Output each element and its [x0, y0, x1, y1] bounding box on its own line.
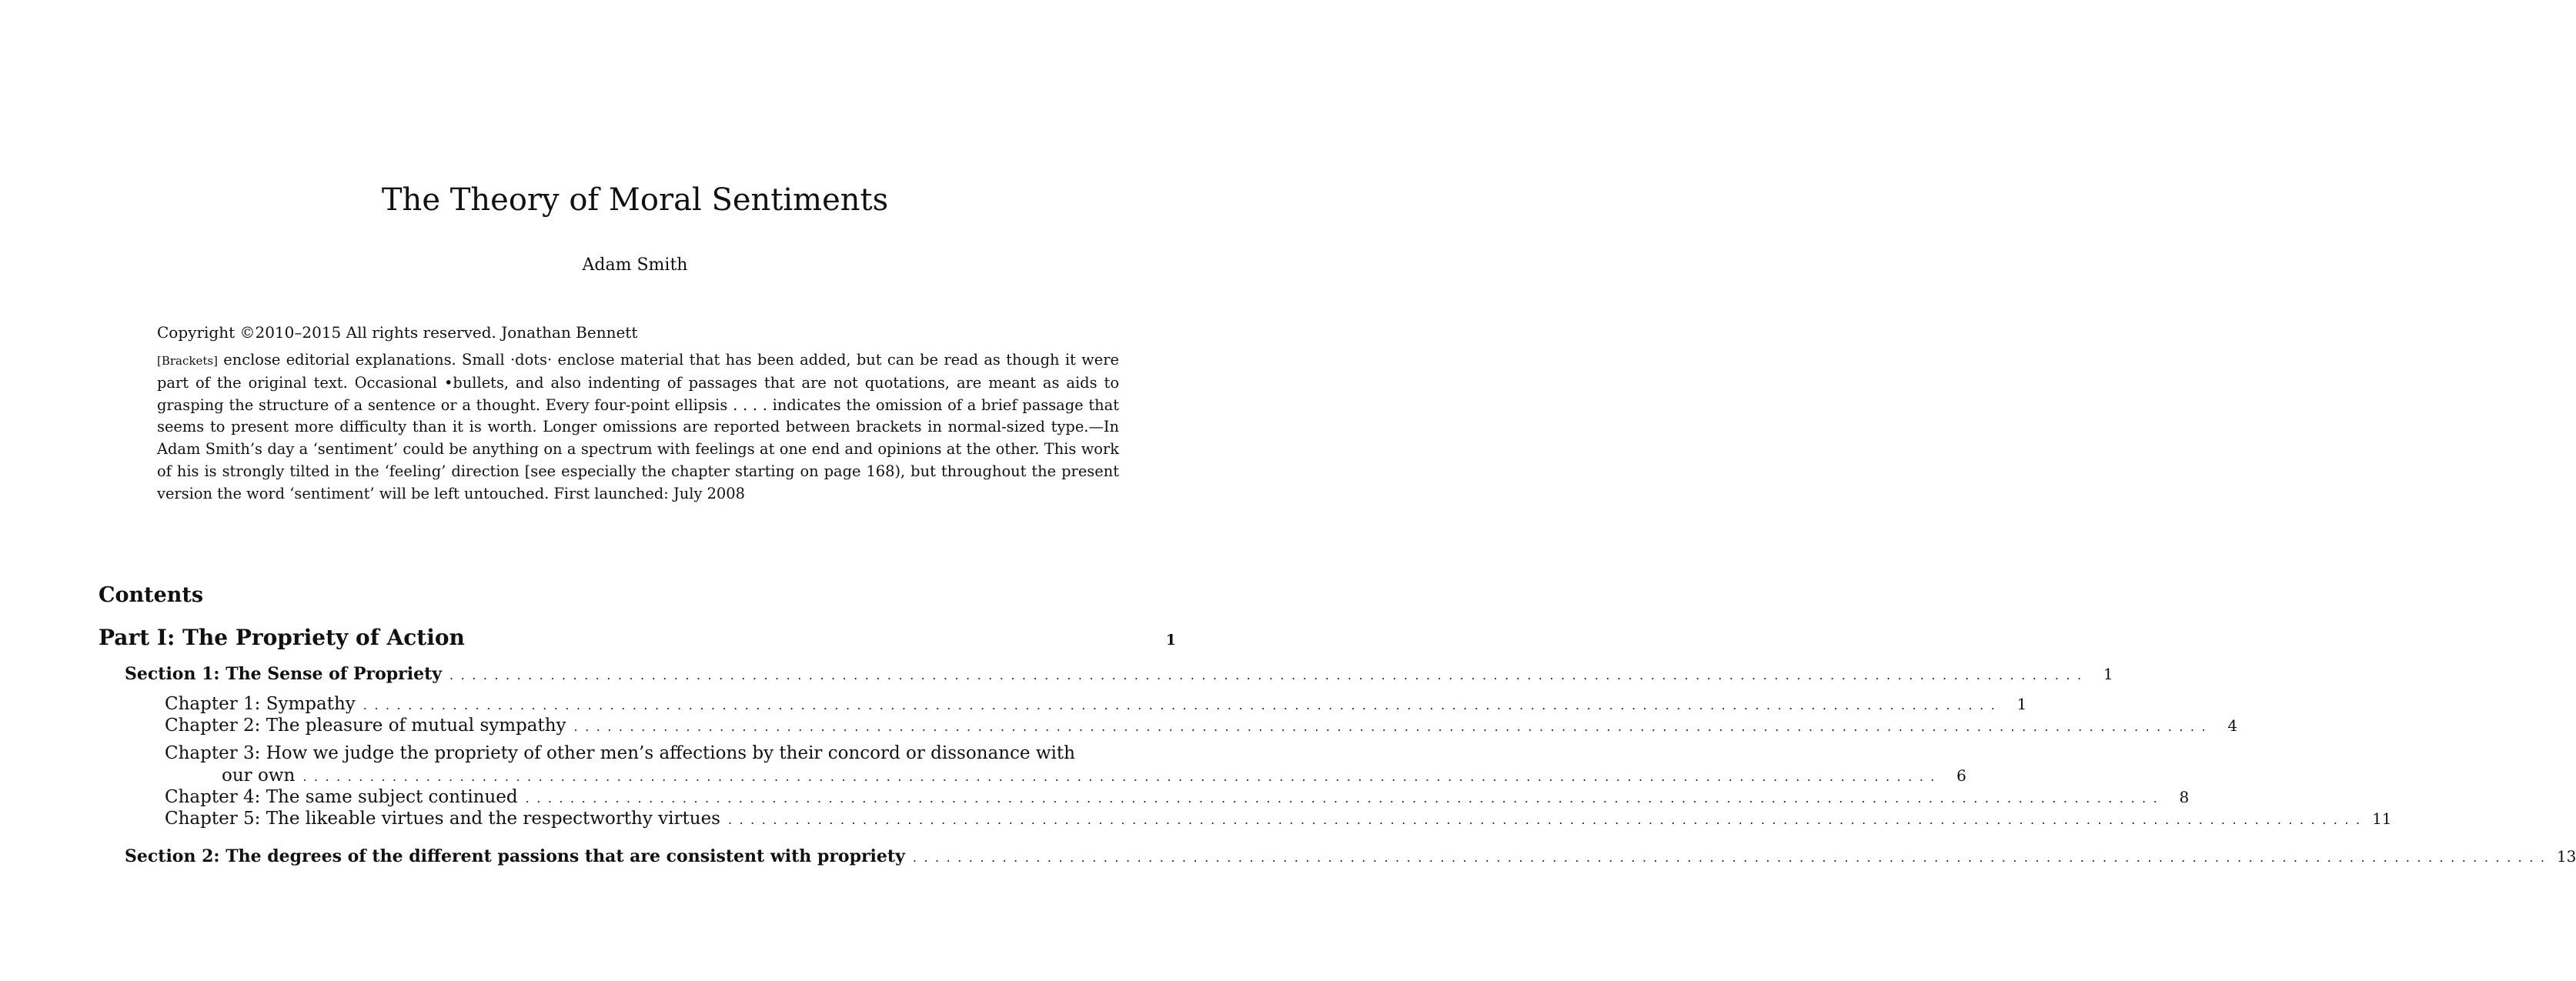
toc-chapter-4[interactable]: [165, 787, 2190, 807]
brackets-label: [Brackets]: [157, 354, 218, 368]
document-title: The Theory of Moral Sentiments: [381, 182, 889, 218]
contents-heading: Contents: [99, 583, 204, 607]
toc-leader-dots: ..................................................................................................................................................: [363, 698, 2003, 712]
toc-page-number: 6: [1956, 766, 1966, 785]
toc-page-number: 13: [2556, 847, 2576, 866]
toc-leader-dots: ..................................................................................................................................................: [525, 791, 2165, 806]
toc-chapter-5[interactable]: [165, 809, 2392, 829]
toc-leader-dots: ..................................................................................................................................................: [727, 812, 2367, 827]
toc-chapter-label: Chapter 1: Sympathy: [165, 694, 356, 714]
toc-chapter-2[interactable]: [165, 716, 2238, 736]
toc-page-number: 1: [2016, 695, 2027, 713]
toc-chapter-3-continuation[interactable]: [222, 766, 1966, 786]
toc-chapter-label: Chapter 2: The pleasure of mutual sympathy: [165, 716, 566, 736]
editorial-notice: [157, 349, 1119, 506]
toc-section-label: Section 1: The Sense of Propriety: [125, 664, 443, 684]
toc-chapter-1[interactable]: [165, 694, 2027, 714]
toc-leader-dots: ..................................................................................................................................................: [573, 719, 2213, 734]
toc-chapter-label: our own: [222, 766, 296, 786]
toc-chapter-label: Chapter 4: The same subject continued: [165, 787, 518, 807]
toc-section-label: Section 2: The degrees of the different passions that are consistent with propriety: [125, 846, 905, 866]
toc-page-number: 1: [2103, 665, 2113, 683]
toc-page-number: 1: [1165, 632, 1176, 649]
toc-part-1[interactable]: [99, 625, 1176, 650]
toc-leader-dots: ..................................................................................................................................................: [449, 668, 2089, 682]
notice-text: enclose editorial explanations. Small ·dots· enclose material that has been added, but can be read as though it were part of the original text. Occasional •bullets, and also indenting of passages that are not quotations, are meant as aids to grasping the structure of a sentence or a thought. Every four-point ellipsis . . . . indicates the omission of a brief passage that seems to present more difficulty than it is worth. Longer omissions are reported between brackets in normal-sized type.—In Adam Smith’s day a ‘sentiment’ could be anything on a spectrum with feelings at one end and opinions at the other. This work of his is strongly tilted in the ‘feeling’ direction [see especially the chapter starting on page 168), but throughout the present version the word ‘sentiment’ will be left untouched. First launched: July 2008: [157, 351, 1119, 502]
toc-leader-dots: ..................................................................................................................................................: [912, 850, 2552, 865]
toc-section-1[interactable]: [125, 664, 2113, 684]
toc-chapter-3[interactable]: Chapter 3: How we judge the propriety of other men’s affections by their concord or dissonance with: [165, 743, 1075, 763]
toc-page-number: 8: [2179, 788, 2190, 806]
toc-part-label: Part I: The Propriety of Action: [99, 625, 465, 650]
toc-page-number: 4: [2227, 716, 2238, 735]
toc-page-number: 11: [2372, 809, 2392, 828]
toc-section-2[interactable]: [125, 846, 2576, 866]
copyright-line: Copyright ©2010–2015 All rights reserved. Jonathan Bennett: [157, 323, 638, 342]
author-name: Adam Smith: [582, 255, 688, 275]
toc-chapter-label: Chapter 5: The likeable virtues and the respectworthy virtues: [165, 809, 720, 829]
toc-leader-dots: ..................................................................................................................................................: [302, 769, 1942, 784]
